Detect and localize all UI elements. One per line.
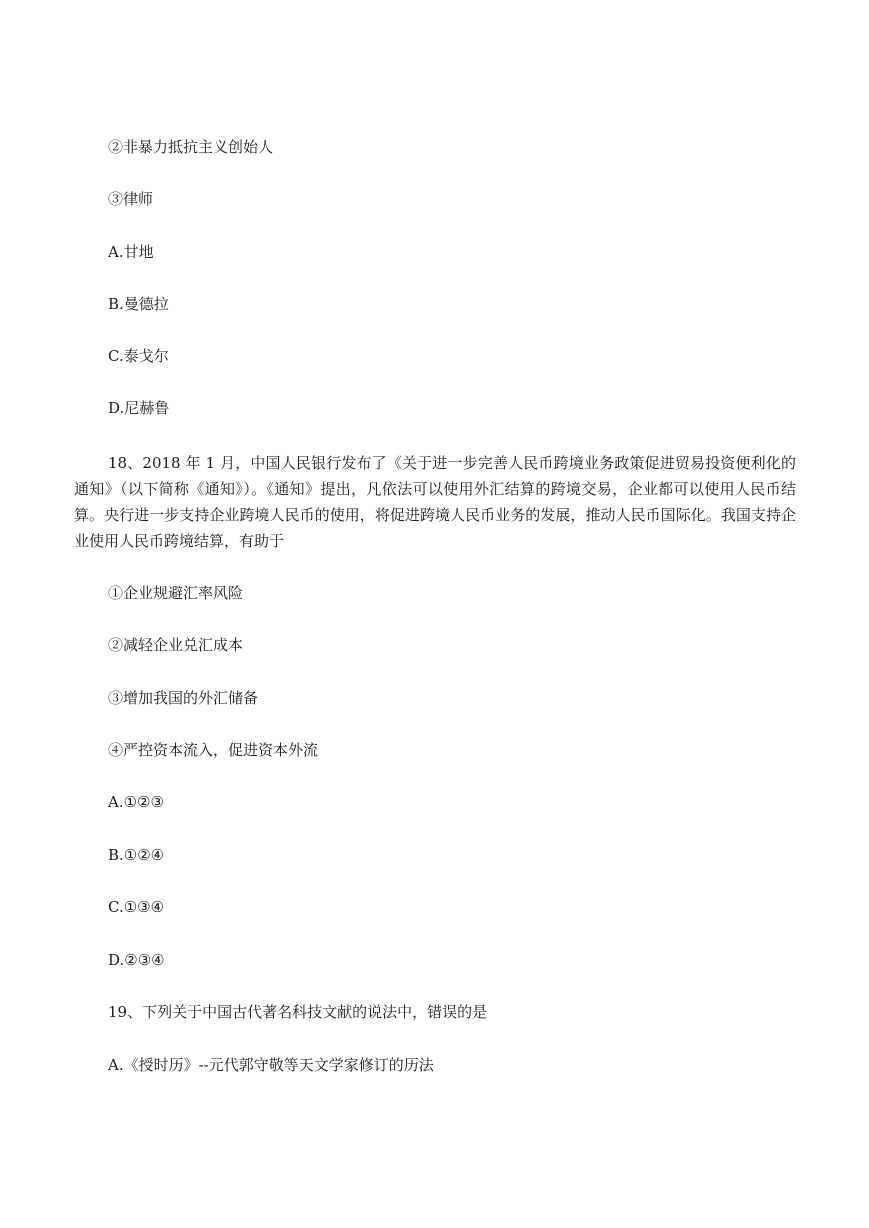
- q18-item-1: ①企业规避汇率风险: [108, 584, 244, 602]
- q17-item-3: ③律师: [108, 190, 154, 208]
- q19-stem: 19、下列关于中国古代著名科技文献的说法中，错误的是: [108, 1003, 488, 1021]
- q17-option-c: C.泰戈尔: [108, 347, 169, 365]
- q17-option-b: B.曼德拉: [108, 295, 169, 313]
- q17-option-d: D.尼赫鲁: [108, 399, 170, 417]
- q17-item-2: ②非暴力抵抗主义创始人: [108, 138, 274, 156]
- q18-item-3: ③增加我国的外汇储备: [108, 689, 259, 707]
- q18-item-4: ④严控资本流入，促进资本外流: [108, 741, 319, 759]
- q18-option-b: B.①②④: [108, 846, 165, 864]
- q18-item-2: ②减轻企业兑汇成本: [108, 636, 244, 654]
- q18-stem: 18、2018 年 1 月，中国人民银行发布了《关于进一步完善人民币跨境业务政策促进贸易投资便利化的通知》（以下简称《通知》）。《通知》提出，凡依法可以使用外汇结算的跨境交易，企业都可以使用人民币结算。央行进一步支持企业跨境人民币的使用，将促进跨境人民币业务的发展，推动人民币国际化。我国支持企业使用人民币跨境结算，有助于: [74, 454, 796, 550]
- q18-option-d: D.②③④: [108, 951, 165, 969]
- q18-option-a: A.①②③: [108, 793, 164, 811]
- q17-option-a: A.甘地: [108, 243, 154, 261]
- q19-option-a: A.《授时历》--元代郭守敬等天文学家修订的历法: [108, 1056, 434, 1074]
- q18-option-c: C.①③④: [108, 898, 165, 916]
